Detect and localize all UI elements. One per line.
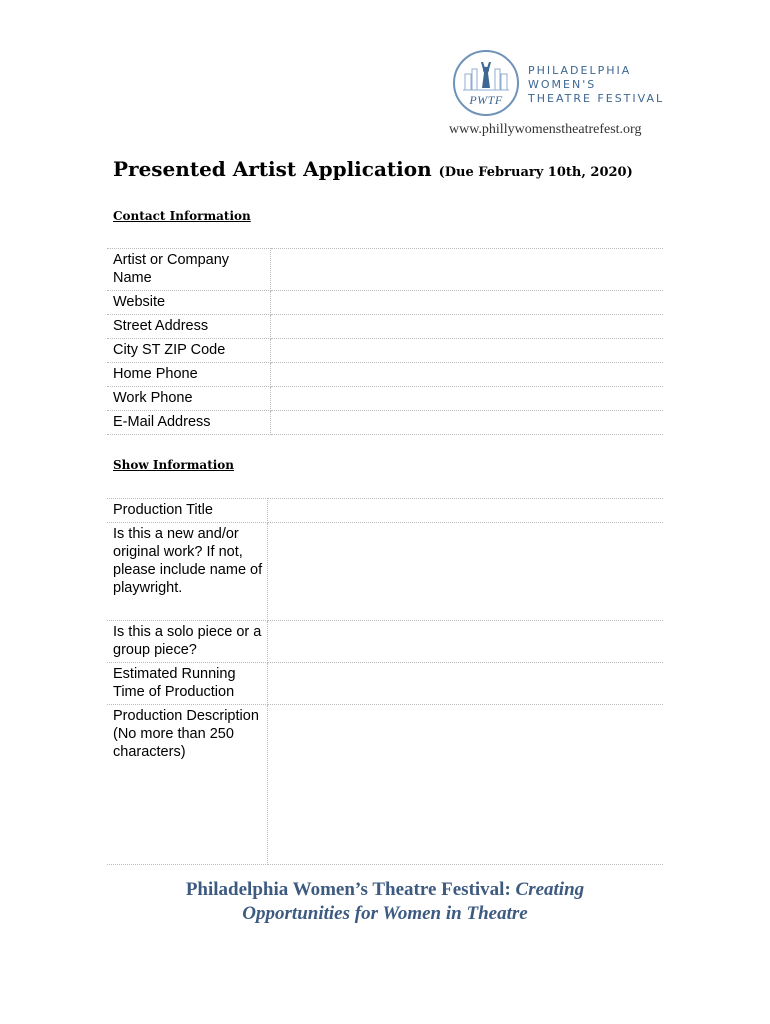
due-date: (Due February 10th, 2020) bbox=[438, 165, 633, 180]
title-text: Presented Artist Application bbox=[113, 157, 432, 181]
table-row bbox=[107, 523, 663, 621]
production-title-input[interactable] bbox=[268, 499, 664, 522]
field-cell bbox=[270, 291, 663, 315]
pwtf-logo bbox=[453, 50, 665, 120]
logo-wordmark bbox=[528, 64, 664, 106]
tagline-italic-1: Creating bbox=[515, 879, 585, 900]
original-work-textarea[interactable] bbox=[268, 523, 664, 620]
table-row bbox=[107, 621, 663, 663]
field-label: Production Description (No more than 250 characters) bbox=[107, 705, 267, 865]
field-label: Estimated Running Time of Production bbox=[107, 663, 267, 705]
field-cell bbox=[270, 411, 663, 435]
wordmark-line: PHILADELPHIA bbox=[528, 64, 632, 77]
artist-name-input[interactable] bbox=[271, 249, 664, 290]
home-phone-input[interactable] bbox=[271, 363, 664, 386]
field-cell bbox=[267, 523, 663, 621]
table-row bbox=[107, 315, 663, 339]
contact-information-heading: Contact Information bbox=[113, 209, 251, 223]
field-cell bbox=[267, 705, 663, 865]
table-row bbox=[107, 339, 663, 363]
field-cell bbox=[267, 621, 663, 663]
field-label: Street Address bbox=[107, 315, 270, 339]
running-time-input[interactable] bbox=[268, 663, 664, 704]
field-label: Work Phone bbox=[107, 387, 270, 411]
contact-information-table bbox=[107, 248, 663, 435]
tagline-line-2 bbox=[0, 902, 770, 926]
field-cell bbox=[270, 315, 663, 339]
wordmark-line: WOMEN'S bbox=[528, 78, 597, 91]
footer-tagline bbox=[0, 878, 770, 926]
field-label: E-Mail Address bbox=[107, 411, 270, 435]
page-title bbox=[113, 157, 633, 181]
field-cell bbox=[270, 339, 663, 363]
website-url: www.phillywomenstheatrefest.org bbox=[449, 122, 642, 137]
field-label: Artist or Company Name bbox=[107, 249, 270, 291]
table-row bbox=[107, 387, 663, 411]
field-cell bbox=[270, 363, 663, 387]
table-row bbox=[107, 411, 663, 435]
table-row bbox=[107, 705, 663, 865]
tagline-festival-name: Philadelphia Women’s Theatre Festival: bbox=[185, 879, 516, 900]
field-cell bbox=[267, 499, 663, 523]
field-cell bbox=[270, 387, 663, 411]
field-label: Website bbox=[107, 291, 270, 315]
street-address-input[interactable] bbox=[271, 315, 664, 338]
table-row bbox=[107, 663, 663, 705]
city-st-zip-input[interactable] bbox=[271, 339, 664, 362]
field-cell bbox=[267, 663, 663, 705]
tagline-line-1 bbox=[0, 878, 770, 902]
logo-monogram: PWTF bbox=[469, 93, 503, 107]
field-label: City ST ZIP Code bbox=[107, 339, 270, 363]
table-row bbox=[107, 499, 663, 523]
show-information-heading: Show Information bbox=[113, 458, 235, 472]
field-cell bbox=[270, 249, 663, 291]
field-label: Is this a new and/or original work? If not, please include name of playwright. bbox=[107, 523, 267, 621]
work-phone-input[interactable] bbox=[271, 387, 664, 410]
logo-seal-icon bbox=[453, 50, 519, 116]
tagline-italic-2: Opportunities for Women in Theatre bbox=[242, 903, 528, 924]
table-row bbox=[107, 249, 663, 291]
field-label: Production Title bbox=[107, 499, 267, 523]
table-row bbox=[107, 363, 663, 387]
solo-or-group-input[interactable] bbox=[268, 621, 664, 662]
production-description-textarea[interactable] bbox=[268, 705, 664, 864]
field-label: Is this a solo piece or a group piece? bbox=[107, 621, 267, 663]
website-input[interactable] bbox=[271, 291, 664, 314]
wordmark-line: THEATRE FESTIVAL bbox=[528, 92, 665, 105]
show-information-table bbox=[107, 498, 663, 865]
field-label: Home Phone bbox=[107, 363, 270, 387]
table-row bbox=[107, 291, 663, 315]
email-address-input[interactable] bbox=[271, 411, 664, 434]
